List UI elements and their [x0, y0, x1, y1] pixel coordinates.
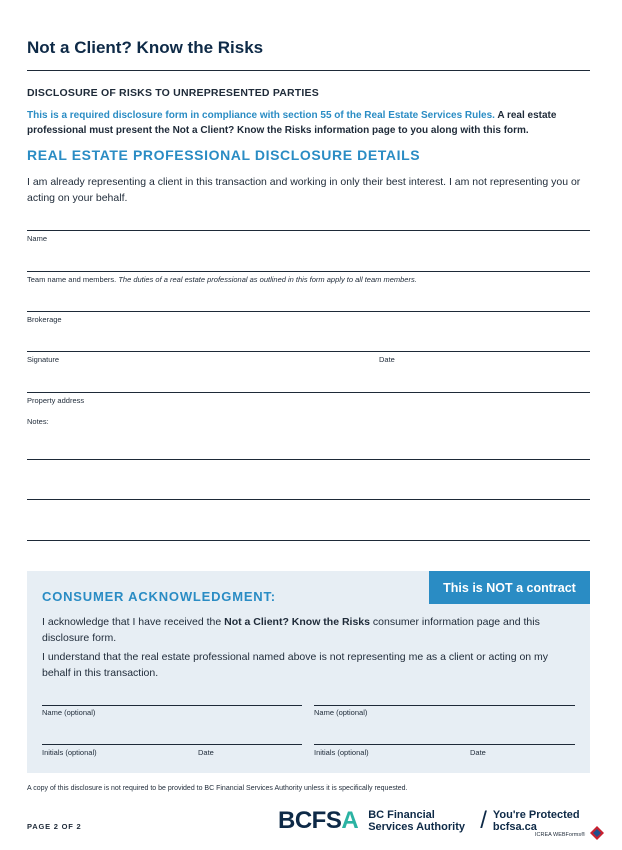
required-highlight: This is a required disclosure form in compliance with section 55 of the Real Estate Services Rules.: [27, 110, 495, 121]
signature-field-label: Signature: [27, 355, 60, 364]
required-rest: A real estate professional must present the Not a Client? Know the Risks information page to you along with this form.: [27, 110, 557, 136]
ack-p1-bold: Not a Client? Know the Risks: [224, 616, 370, 628]
property-address-label: Property address: [27, 396, 85, 405]
team-label: Team name and members.: [27, 275, 117, 284]
org-name-line-2: Services Authority: [368, 821, 465, 833]
name-field-line[interactable]: [27, 230, 590, 231]
notes-label: Notes:: [27, 417, 49, 426]
not-a-contract-badge: This is NOT a contract: [429, 571, 590, 604]
logo-slash: /: [480, 807, 487, 834]
signature-date-label: Date: [379, 355, 395, 364]
disclosure-section-title: REAL ESTATE PROFESSIONAL DISCLOSURE DETAILS: [27, 147, 421, 163]
page-title: Not a Client? Know the Risks: [27, 38, 264, 57]
consumer-initials-line-2[interactable]: [314, 744, 575, 745]
logo-website: bcfsa.ca: [492, 821, 537, 833]
brokerage-field-label: Brokerage: [27, 315, 62, 324]
name-field-label: Name: [27, 234, 48, 243]
disclosure-statement: I am already representing a client in this transaction and working in only their best interest. I am not representing you or acting on your behalf.: [27, 176, 581, 204]
ack-p1-pre: I acknowledge that I have received the: [42, 616, 225, 628]
logo-tagline: You're Protected: [492, 809, 580, 821]
team-field-label: [27, 275, 417, 284]
consumer-date-label-2: Date: [470, 748, 486, 757]
bcfsa-logo-mark: [278, 807, 358, 835]
signature-field-line[interactable]: [27, 351, 590, 352]
brokerage-field-line[interactable]: [27, 311, 590, 312]
notes-line-2[interactable]: [27, 499, 590, 500]
logo-mark-accent: A: [341, 807, 359, 834]
property-address-line[interactable]: [27, 392, 590, 393]
consumer-initials-label-1: Initials (optional): [42, 748, 97, 757]
org-name-line-1: BC Financial: [368, 809, 435, 821]
consumer-name-line-1[interactable]: [42, 705, 302, 706]
acknowledgment-paragraph-2: I understand that the real estate professional named above is not representing me as a client or acting on my behalf in this transaction.: [42, 651, 549, 679]
required-disclosure-note: [27, 108, 590, 138]
consumer-initials-line-1[interactable]: [42, 744, 302, 745]
notes-line-3[interactable]: [27, 540, 590, 541]
acknowledgment-title: CONSUMER ACKNOWLEDGMENT:: [42, 589, 276, 604]
consumer-name-line-2[interactable]: [314, 705, 575, 706]
logo-tagline-block: [493, 809, 580, 833]
webforms-icon: [590, 826, 604, 840]
team-field-line[interactable]: [27, 271, 590, 272]
webforms-credit: ICREA WEBForms®: [535, 832, 586, 838]
consumer-initials-label-2: Initials (optional): [314, 748, 369, 757]
logo-mark-text: BCFS: [278, 807, 342, 834]
acknowledgment-paragraph-1: [42, 615, 577, 646]
consumer-name-label-1: Name (optional): [42, 708, 96, 717]
consumer-name-label-2: Name (optional): [314, 708, 368, 717]
ack-p1-post: consumer information page and this disclosure form.: [42, 616, 540, 644]
org-name: [368, 809, 478, 833]
form-subtitle: DISCLOSURE OF RISKS TO UNREPRESENTED PARTIES: [27, 87, 319, 99]
footnote: A copy of this disclosure is not required to be provided to BC Financial Services Authority unless it is specifically requested.: [27, 785, 408, 792]
notes-line-1[interactable]: [27, 459, 590, 460]
page-number: PAGE 2 OF 2: [27, 822, 82, 831]
consumer-date-label-1: Date: [198, 748, 214, 757]
title-divider: [27, 70, 590, 71]
team-note: The duties of a real estate professional as outlined in this form apply to all team members.: [118, 275, 417, 284]
